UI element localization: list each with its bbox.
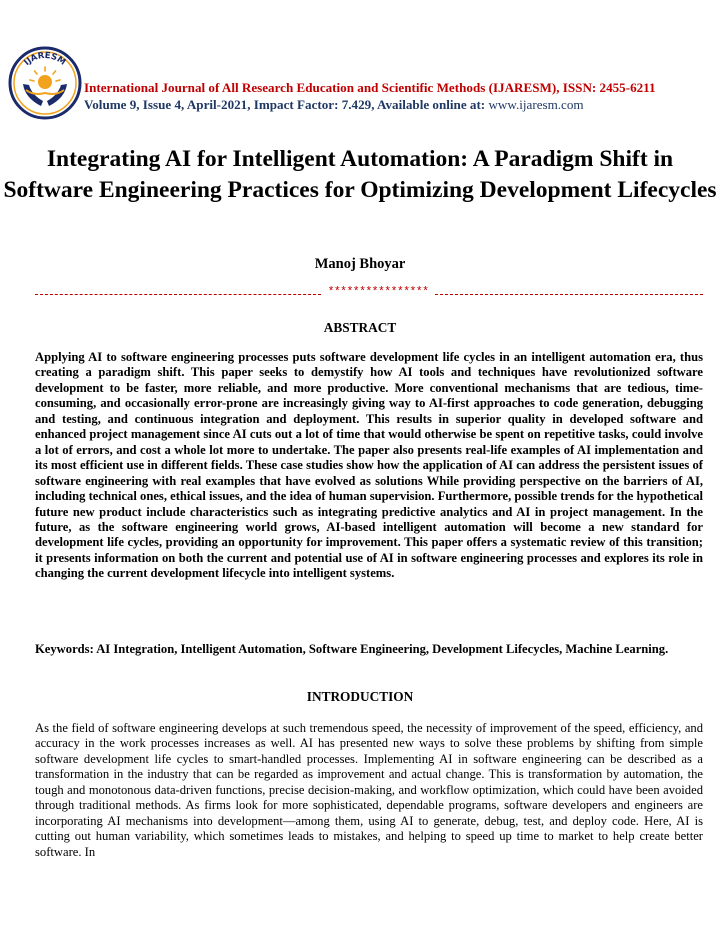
keywords-text: Keywords: AI Integration, Intelligent Automation, Software Engineering, Development Lifecycles, Machine Learning. bbox=[35, 642, 669, 656]
logo-text: IJARESM bbox=[22, 50, 68, 68]
introduction-text: As the field of software engineering develops at such tremendous speed, the necessity of improvement of the speed, efficiency, and accuracy in the work processes increases as well. AI has presented new ways to solve these problems by shifting from simple software development life cycles to smart-handled processes. Implementing AI in software engineering can be described as a transformation in the industry that can be regarded as improvement and actual change. This is transformation by automation, the tough and monotonous data-driven functions, precise decision-making, and workflow optimization, which could have been avoided through traditional methods. As firms look for more sophisticated, dependable programs, software developers and engineers are incorporating AI mechanisms into development—among them, using AI to generate, debug, test, and deploy code. Here, AI is cutting out human variability, which sometimes leads to mistakes, and helping to speed up time to market to help create better software. In bbox=[35, 721, 703, 859]
logo-sun-icon bbox=[38, 75, 52, 89]
journal-name: International Journal of All Research Education and Scientific Methods (IJARESM), ISSN: 2455-6211 bbox=[84, 80, 656, 95]
journal-header bbox=[84, 80, 714, 113]
abstract-text: Applying AI to software engineering processes puts software development life cycles in an intelligent automation era, thus creating a paradigm shift. This paper seeks to demystify how AI tools and techniques have revolutionized software development to be faster, more reliable, and more productive. More conventional mechanisms that are tedious, time-consuming, and occasionally error-prone are increasingly giving way to AI-first approaches to code generation, debugging and testing, and continuous integration and deployment. This results in superior quality in developed software and enhanced project management since AI cuts out a lot of time that would otherwise be spent on repetitive tasks, could involve a lot of errors, and cost a whole lot more to undertake. The paper also presents real-life examples of AI implementation and its most efficient use in different fields. These case studies show how the application of AI can address the persistent issues of software engineering with real examples that have evolved as solutions While providing perspective on the barriers of AI, including technical ones, ethical issues, and the idea of human supervision. Furthermore, possible trends for the hypothetical future new product include characteristics such as integrating predictive analytics and AI in project management. In the future, as the software engineering world grows, AI-based intelligent automation will become a new standard for development life cycles, providing an opportunity for improvement. This paper offers a systematic review of this transition; it presents information on both the current and potential use of AI in software engineering processes and explores its role in changing the current development lifecycle into intelligent systems. bbox=[35, 350, 703, 581]
divider-stars: **************** bbox=[327, 286, 429, 299]
introduction-heading: INTRODUCTION bbox=[306, 689, 414, 704]
paper-author: Manoj Bhoyar bbox=[314, 256, 406, 272]
paper-title: Integrating AI for Intelligent Automation: A Paradigm Shift in Software Engineering Practices for Optimizing Development Lifecycles bbox=[3, 146, 717, 203]
journal-logo bbox=[8, 46, 82, 120]
section-divider bbox=[35, 287, 703, 299]
journal-website-link[interactable]: www.ijaresm.com bbox=[488, 96, 584, 112]
abstract-heading: ABSTRACT bbox=[323, 320, 397, 335]
issue-info: Volume 9, Issue 4, April-2021, Impact Factor: 7.429, Available online at: bbox=[84, 96, 489, 112]
